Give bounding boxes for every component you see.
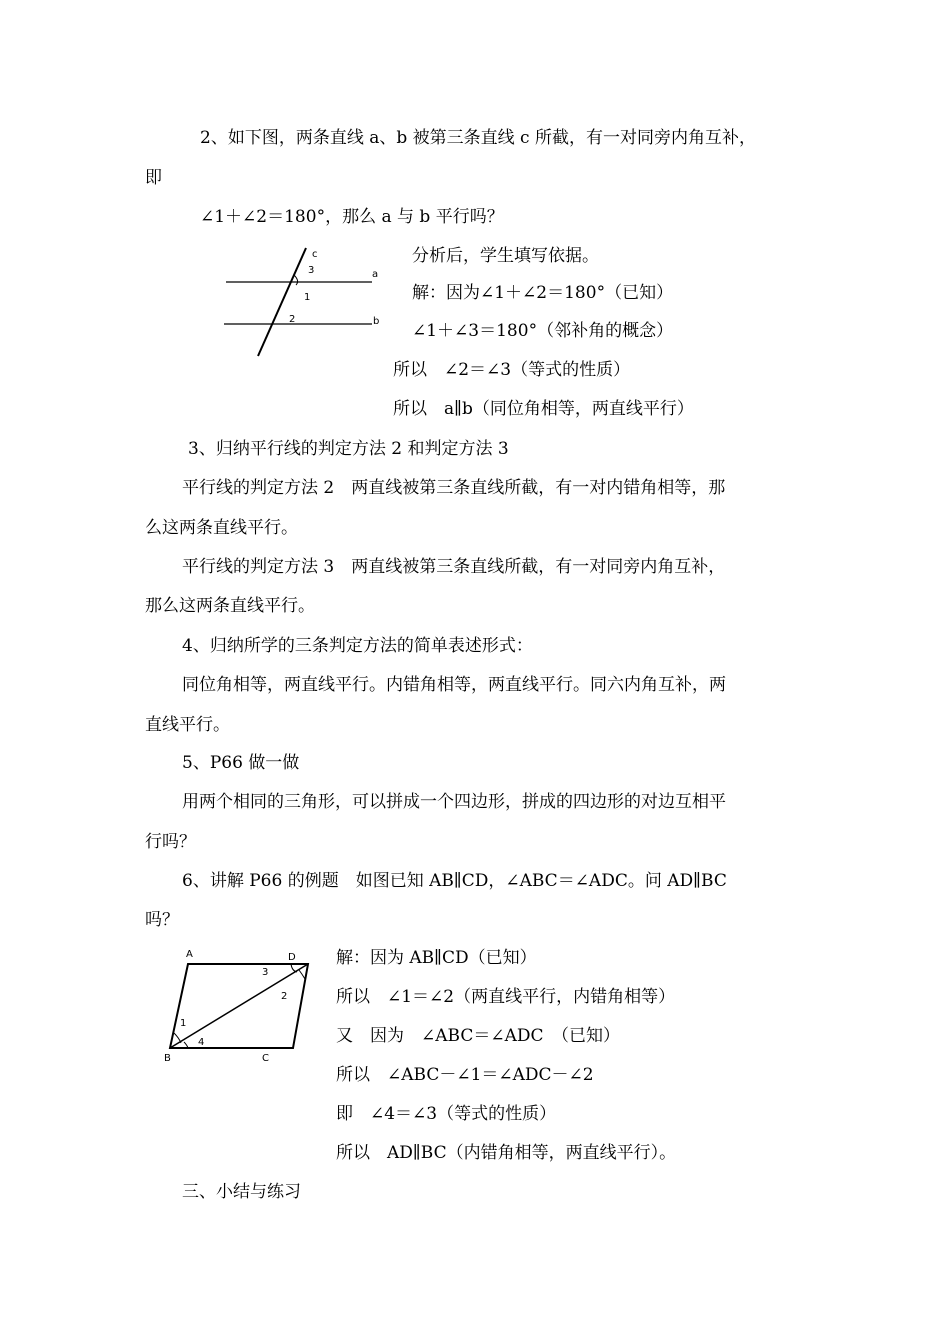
label-C: C <box>262 1053 269 1064</box>
section5-line2: 行吗？ <box>145 832 196 852</box>
section6-solution-5: 即 ∠4＝∠3（等式的性质） <box>336 1104 557 1124</box>
section2-solution-2: ∠1＋∠3＝180°（邻补角的概念） <box>412 321 674 341</box>
section2-solution-3: 所以 ∠2＝∠3（等式的性质） <box>393 360 631 380</box>
section6-solution-4: 所以 ∠ABC－∠1＝∠ADC－∠2 <box>336 1065 594 1085</box>
method2-line1: 平行线的判定方法 2 两直线被第三条直线所截，有一对内错角相等，那 <box>182 478 726 498</box>
summary-heading: 三、小结与练习 <box>182 1182 301 1202</box>
section2-analysis: 分析后，学生填写依据。 <box>412 246 599 266</box>
label-a: a <box>372 269 379 280</box>
section6-solution-3: 又 因为 ∠ABC＝∠ADC （已知） <box>336 1026 620 1046</box>
section3-heading: 3、归纳平行线的判定方法 2 和判定方法 3 <box>188 439 509 459</box>
label-1: 1 <box>304 292 311 303</box>
section6-solution-1: 解：因为 AB∥CD（已知） <box>336 948 537 968</box>
section4-line1: 同位角相等，两直线平行。内错角相等，两直线平行。同六内角互补，两 <box>182 675 726 695</box>
label-4: 4 <box>198 1037 205 1048</box>
section4-line2: 直线平行。 <box>145 715 230 735</box>
label-3: 3 <box>262 967 269 978</box>
method3-line1: 平行线的判定方法 3 两直线被第三条直线所截，有一对同旁内角互补， <box>182 557 726 577</box>
section4-heading: 4、归纳所学的三条判定方法的简单表述形式： <box>182 636 533 656</box>
section6-solution-6: 所以 AD∥BC（内错角相等，两直线平行）。 <box>336 1143 677 1163</box>
label-2: 2 <box>281 991 288 1002</box>
label-D: D <box>288 952 296 963</box>
section5-heading: 5、P66 做一做 <box>182 753 300 773</box>
angle-3-arc <box>294 275 298 285</box>
section6-line2: 吗？ <box>145 910 179 930</box>
angle-1-arc <box>174 1033 181 1043</box>
angle-2-arc <box>299 970 305 979</box>
section6-solution-2: 所以 ∠1＝∠2（两直线平行，内错角相等） <box>336 987 676 1007</box>
section2-line2: 即 <box>145 168 162 188</box>
label-2: 2 <box>289 314 296 325</box>
quadrilateral-figure <box>160 945 320 1070</box>
label-B: B <box>164 1053 171 1064</box>
section2-condition: ∠1＋∠2＝180°，那么 a 与 b 平行吗？ <box>200 207 504 227</box>
section2-line1: 2、如下图，两条直线 a、b 被第三条直线 c 所截，有一对同旁内角互补， <box>200 128 756 148</box>
section2-solution-4: 所以 a∥b（同位角相等，两直线平行） <box>393 399 694 419</box>
diagonal-bd <box>170 964 308 1048</box>
section6-line1: 6、讲解 P66 的例题 如图已知 AB∥CD，∠ABC＝∠ADC。问 AD∥BC <box>182 871 727 891</box>
label-3: 3 <box>308 265 315 276</box>
label-c: c <box>312 249 318 260</box>
section5-line1: 用两个相同的三角形，可以拼成一个四边形，拼成的四边形的对边互相平 <box>182 792 726 812</box>
line-c <box>258 248 306 356</box>
method2-line2: 么这两条直线平行。 <box>145 518 298 538</box>
parallel-lines-figure <box>220 245 390 360</box>
section2-solution-1: 解：因为∠1＋∠2＝180°（已知） <box>412 283 674 303</box>
label-1: 1 <box>180 1018 187 1029</box>
method3-line2: 那么这两条直线平行。 <box>145 596 315 616</box>
label-A: A <box>186 949 193 960</box>
label-b: b <box>373 316 380 327</box>
